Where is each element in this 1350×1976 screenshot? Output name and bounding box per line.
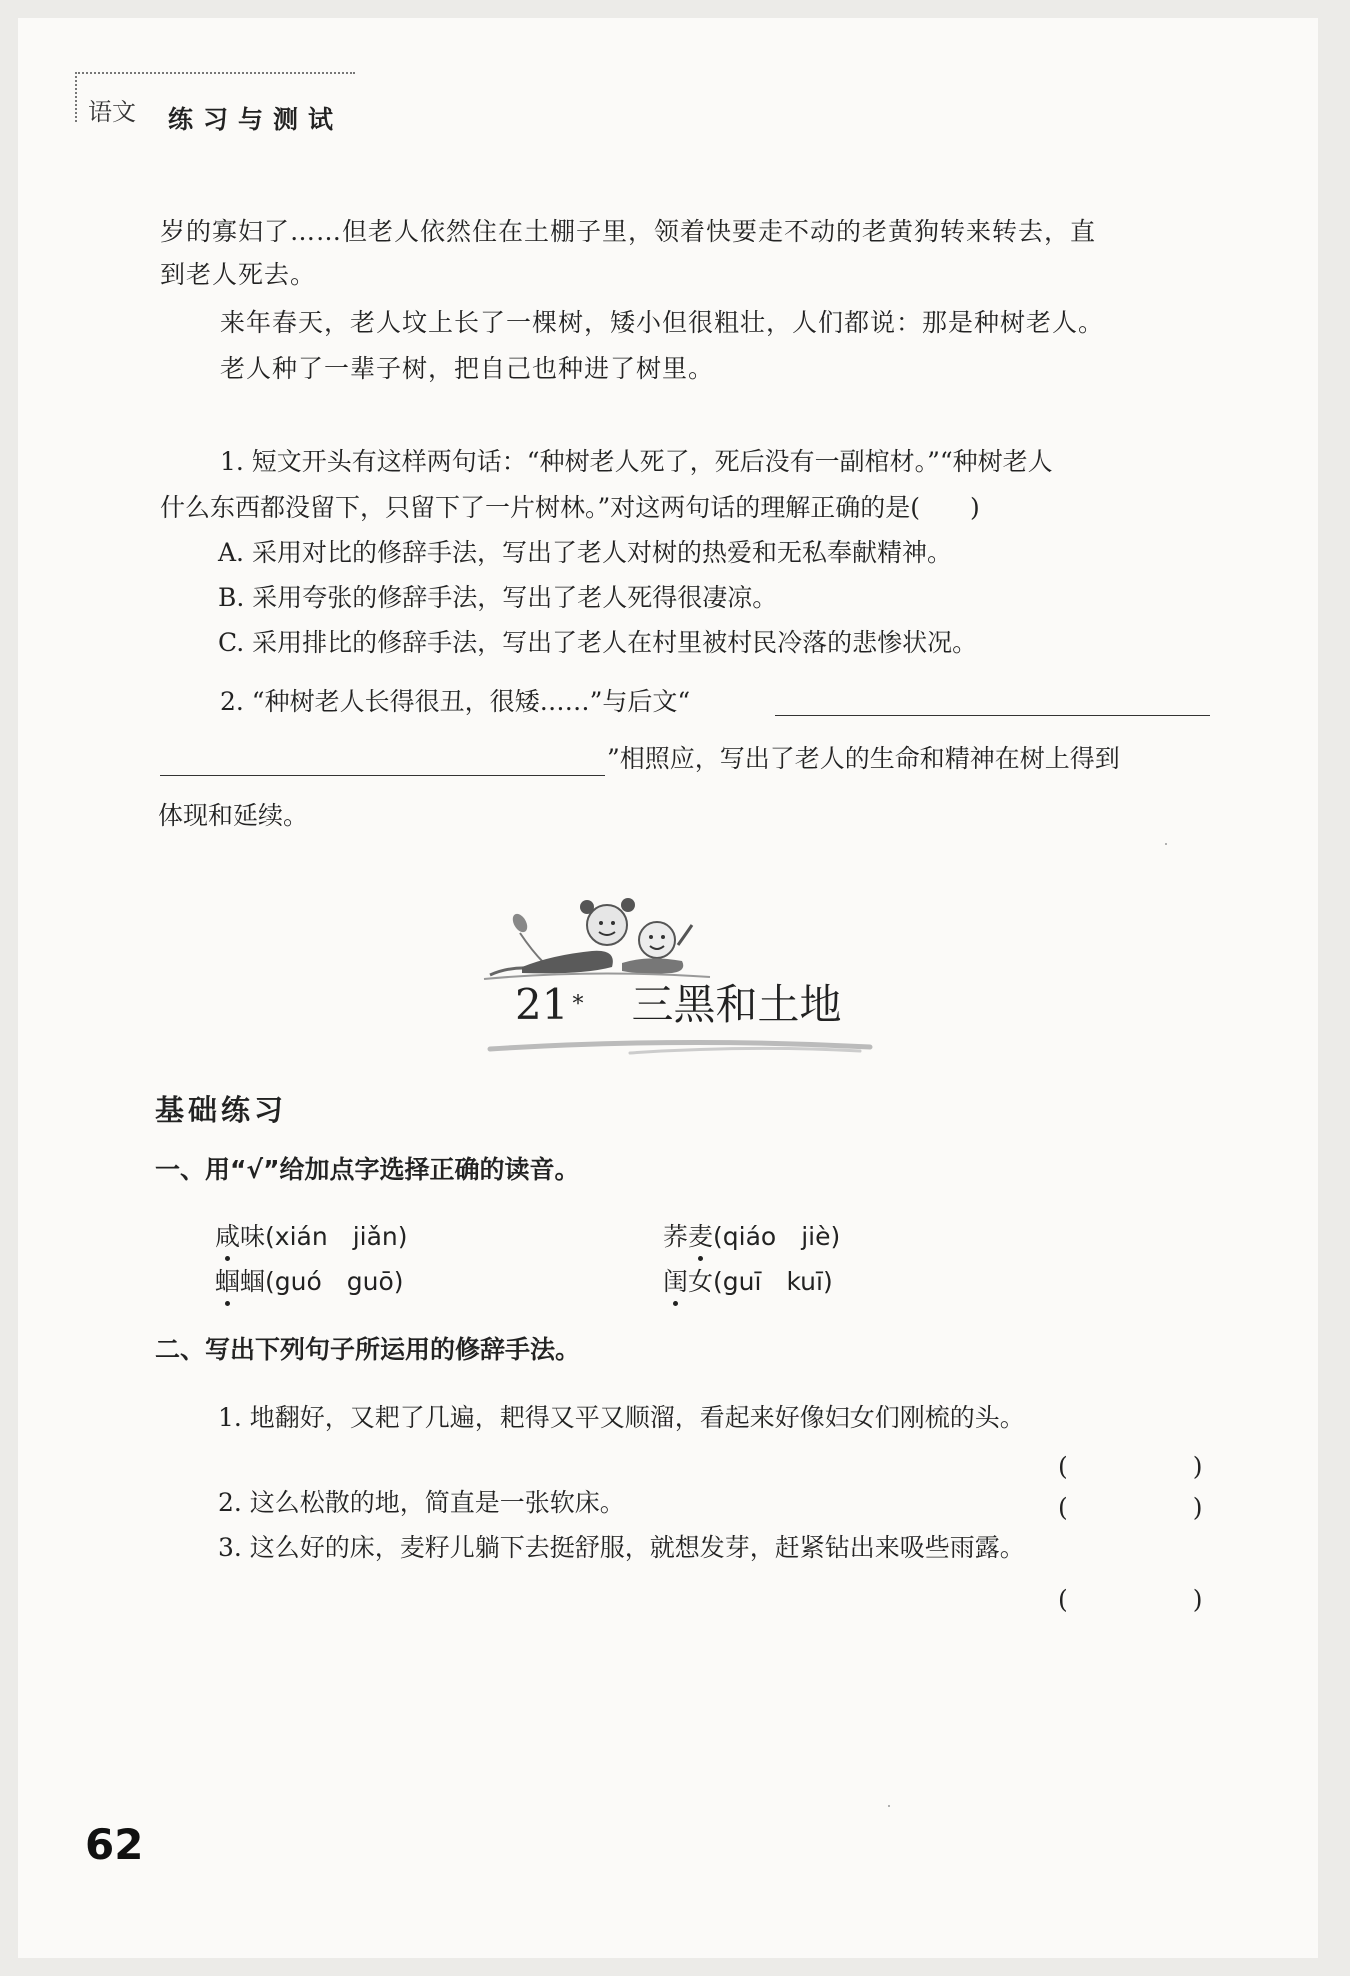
answer-blank-line[interactable] xyxy=(160,775,605,776)
header-subject: 语文 xyxy=(88,98,136,126)
question-2-part-1: 2. “种树老人长得很丑，很矮……”与后文“ xyxy=(220,687,691,716)
question-1-line-1: 1. 短文开头有这样两句话：“种树老人死了，死后没有一副棺材。”“种树老人 xyxy=(220,447,1053,476)
lesson-title-text: 三黑和土地 xyxy=(631,980,842,1029)
title-swoosh xyxy=(480,1035,880,1057)
dotted-char: 咸 xyxy=(215,1222,241,1251)
story-line: 岁的寡妇了……但老人依然住在土棚子里，领着快要走不动的老黄狗转来转去，直 xyxy=(160,217,1097,246)
question-1-line-2: 什么东西都没留下，只留下了一片树林。”对这两句话的理解正确的是( ) xyxy=(160,493,980,522)
question-2-part-2: ”相照应，写出了老人的生命和精神在树上得到 xyxy=(607,744,1120,773)
pinyin-options[interactable]: (xián jiǎn) xyxy=(265,1222,408,1251)
pinyin-options[interactable]: (guī kuī) xyxy=(713,1267,833,1296)
lesson-title xyxy=(515,980,841,1030)
answer-parentheses[interactable]: ( ) xyxy=(1058,1493,1203,1522)
plain-char: 荞 xyxy=(663,1222,689,1251)
exercise-2-item-2: 2. 这么松散的地，简直是一张软床。 xyxy=(218,1488,625,1517)
story-line: 老人种了一辈子树，把自己也种进了树里。 xyxy=(220,354,715,383)
pinyin-options[interactable]: (qiáo jiè) xyxy=(713,1222,841,1251)
dotted-char: 麦 xyxy=(688,1222,714,1251)
plain-char: 味 xyxy=(240,1222,266,1251)
pinyin-item xyxy=(215,1217,408,1253)
scan-speck xyxy=(1165,843,1167,845)
children-lying-illustration xyxy=(482,885,712,985)
answer-parentheses[interactable]: ( ) xyxy=(1058,1452,1203,1481)
dotted-char: 蝈 xyxy=(215,1267,241,1296)
pinyin-item xyxy=(663,1262,833,1298)
lesson-number: 21 * xyxy=(515,980,584,1029)
exercise-2-item-1: 1. 地翻好，又耙了几遍，耙得又平又顺溜，看起来好像妇女们刚梳的头。 xyxy=(218,1403,1025,1432)
exercise-1-heading: 一、用“√”给加点字选择正确的读音。 xyxy=(155,1155,580,1184)
exercise-2-item-3: 3. 这么好的床，麦籽儿躺下去挺舒服，就想发芽，赶紧钻出来吸些雨露。 xyxy=(218,1533,1025,1562)
question-2-part-3: 体现和延续。 xyxy=(158,801,309,830)
question-1-option-c: C. 采用排比的修辞手法，写出了老人在村里被村民冷落的悲惨状况。 xyxy=(218,628,978,657)
story-line: 到老人死去。 xyxy=(160,260,317,289)
question-1-option-a: A. 采用对比的修辞手法，写出了老人对树的热爱和无私奉献精神。 xyxy=(218,538,952,567)
plain-char: 女 xyxy=(688,1267,714,1296)
dotted-char: 闺 xyxy=(663,1267,689,1296)
scan-speck xyxy=(888,1805,890,1807)
page-number: 62 xyxy=(85,1820,144,1869)
lesson-star: * xyxy=(572,992,584,1017)
header-book-title: 练习与测试 xyxy=(168,105,344,134)
answer-parentheses[interactable]: ( ) xyxy=(1058,1585,1203,1614)
pinyin-options[interactable]: (guó guō) xyxy=(265,1267,404,1296)
pinyin-item xyxy=(215,1262,404,1298)
question-1-option-b: B. 采用夸张的修辞手法，写出了老人死得很凄凉。 xyxy=(218,583,778,612)
plain-char: 蝈 xyxy=(240,1267,266,1296)
answer-blank-line[interactable] xyxy=(775,715,1210,716)
exercise-2-heading: 二、写出下列句子所运用的修辞手法。 xyxy=(155,1335,581,1364)
section-heading: 基础练习 xyxy=(155,1093,288,1127)
story-line: 来年春天，老人坟上长了一棵树，矮小但很粗壮，人们都说：那是种树老人。 xyxy=(220,308,1105,337)
pinyin-item xyxy=(663,1217,840,1253)
